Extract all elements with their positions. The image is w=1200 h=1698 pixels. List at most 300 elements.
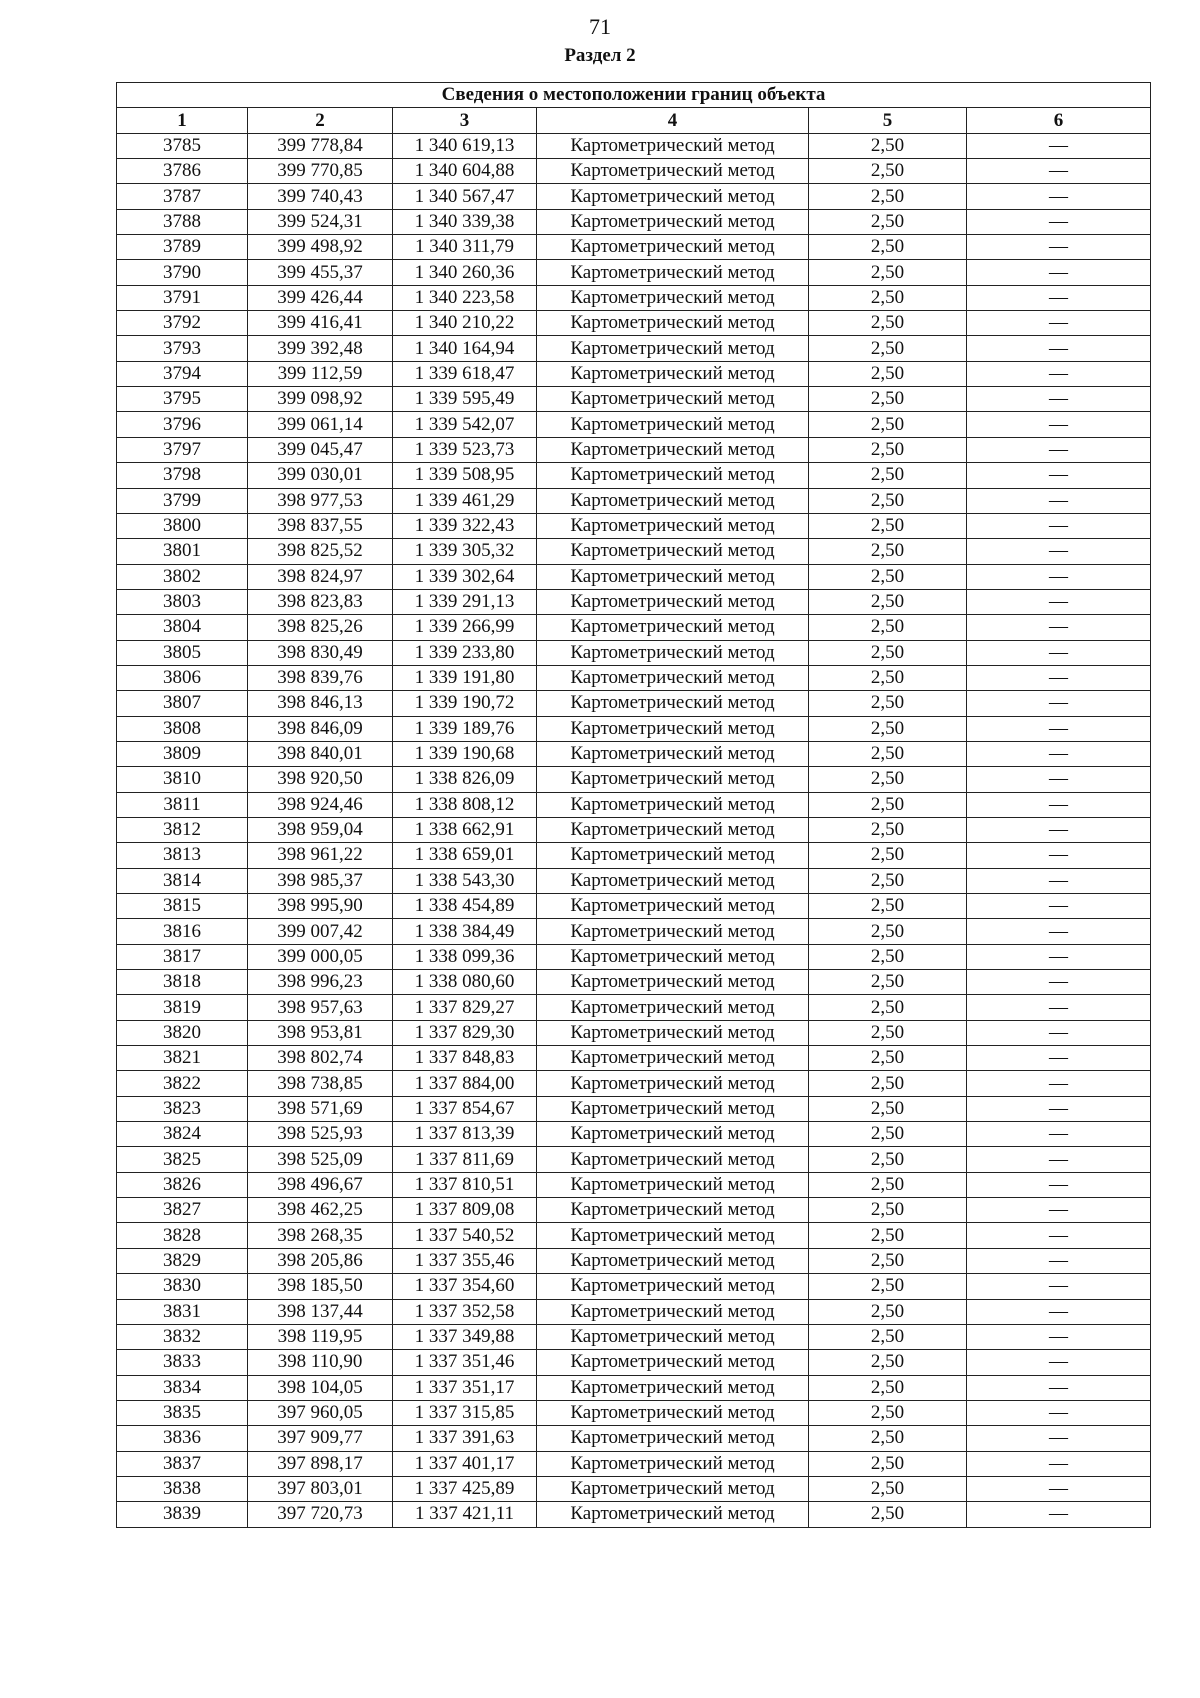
table-row <box>117 488 1151 513</box>
table-row <box>117 1096 1151 1121</box>
point-number-cell: 3834 <box>117 1375 248 1400</box>
remark-cell: — <box>967 437 1151 462</box>
table-row <box>117 995 1151 1020</box>
point-number-cell: 3801 <box>117 539 248 564</box>
method-cell: Картометрический метод <box>537 1426 809 1451</box>
method-cell: Картометрический метод <box>537 894 809 919</box>
method-cell: Картометрический метод <box>537 741 809 766</box>
table-row <box>117 1350 1151 1375</box>
remark-cell: — <box>967 159 1151 184</box>
x-coordinate-cell: 399 416,41 <box>248 311 393 336</box>
remark-cell: — <box>967 1426 1151 1451</box>
point-number-cell: 3831 <box>117 1299 248 1324</box>
column-header: 4 <box>537 108 809 133</box>
accuracy-cell: 2,50 <box>809 159 967 184</box>
x-coordinate-cell: 398 185,50 <box>248 1274 393 1299</box>
remark-cell: — <box>967 1502 1151 1527</box>
x-coordinate-cell: 398 571,69 <box>248 1096 393 1121</box>
y-coordinate-cell: 1 339 233,80 <box>393 640 537 665</box>
accuracy-cell: 2,50 <box>809 995 967 1020</box>
method-cell: Картометрический метод <box>537 539 809 564</box>
accuracy-cell: 2,50 <box>809 843 967 868</box>
accuracy-cell: 2,50 <box>809 235 967 260</box>
y-coordinate-cell: 1 339 190,72 <box>393 691 537 716</box>
remark-cell: — <box>967 1147 1151 1172</box>
y-coordinate-cell: 1 340 604,88 <box>393 159 537 184</box>
accuracy-cell: 2,50 <box>809 1248 967 1273</box>
y-coordinate-cell: 1 337 810,51 <box>393 1172 537 1197</box>
x-coordinate-cell: 397 803,01 <box>248 1476 393 1501</box>
x-coordinate-cell: 399 000,05 <box>248 944 393 969</box>
table-row <box>117 1299 1151 1324</box>
point-number-cell: 3827 <box>117 1198 248 1223</box>
accuracy-cell: 2,50 <box>809 1426 967 1451</box>
remark-cell: — <box>967 1122 1151 1147</box>
table-row <box>117 1198 1151 1223</box>
accuracy-cell: 2,50 <box>809 741 967 766</box>
accuracy-cell: 2,50 <box>809 691 967 716</box>
table-row <box>117 260 1151 285</box>
point-number-cell: 3796 <box>117 412 248 437</box>
y-coordinate-cell: 1 339 305,32 <box>393 539 537 564</box>
remark-cell: — <box>967 488 1151 513</box>
column-header: 1 <box>117 108 248 133</box>
method-cell: Картометрический метод <box>537 1223 809 1248</box>
method-cell: Картометрический метод <box>537 868 809 893</box>
table-row <box>117 1400 1151 1425</box>
accuracy-cell: 2,50 <box>809 513 967 538</box>
y-coordinate-cell: 1 339 542,07 <box>393 412 537 437</box>
table-row <box>117 235 1151 260</box>
remark-cell: — <box>967 513 1151 538</box>
method-cell: Картометрический метод <box>537 336 809 361</box>
y-coordinate-cell: 1 339 508,95 <box>393 463 537 488</box>
x-coordinate-cell: 399 007,42 <box>248 919 393 944</box>
column-header: 2 <box>248 108 393 133</box>
x-coordinate-cell: 398 839,76 <box>248 665 393 690</box>
method-cell: Картометрический метод <box>537 1172 809 1197</box>
method-cell: Картометрический метод <box>537 285 809 310</box>
remark-cell: — <box>967 184 1151 209</box>
table-row <box>117 615 1151 640</box>
remark-cell: — <box>967 741 1151 766</box>
remark-cell: — <box>967 665 1151 690</box>
point-number-cell: 3817 <box>117 944 248 969</box>
method-cell: Картометрический метод <box>537 1324 809 1349</box>
y-coordinate-cell: 1 338 454,89 <box>393 894 537 919</box>
remark-cell: — <box>967 995 1151 1020</box>
accuracy-cell: 2,50 <box>809 1223 967 1248</box>
remark-cell: — <box>967 1350 1151 1375</box>
accuracy-cell: 2,50 <box>809 1324 967 1349</box>
point-number-cell: 3825 <box>117 1147 248 1172</box>
remark-cell: — <box>967 1020 1151 1045</box>
point-number-cell: 3811 <box>117 792 248 817</box>
point-number-cell: 3824 <box>117 1122 248 1147</box>
method-cell: Картометрический метод <box>537 767 809 792</box>
table-row <box>117 539 1151 564</box>
table-row <box>117 1248 1151 1273</box>
point-number-cell: 3813 <box>117 843 248 868</box>
accuracy-cell: 2,50 <box>809 1502 967 1527</box>
y-coordinate-cell: 1 337 811,69 <box>393 1147 537 1172</box>
table-row <box>117 1502 1151 1527</box>
point-number-cell: 3793 <box>117 336 248 361</box>
x-coordinate-cell: 398 840,01 <box>248 741 393 766</box>
accuracy-cell: 2,50 <box>809 336 967 361</box>
method-cell: Картометрический метод <box>537 488 809 513</box>
point-number-cell: 3790 <box>117 260 248 285</box>
method-cell: Картометрический метод <box>537 1198 809 1223</box>
remark-cell: — <box>967 894 1151 919</box>
accuracy-cell: 2,50 <box>809 640 967 665</box>
method-cell: Картометрический метод <box>537 133 809 158</box>
x-coordinate-cell: 399 770,85 <box>248 159 393 184</box>
x-coordinate-cell: 399 498,92 <box>248 235 393 260</box>
method-cell: Картометрический метод <box>537 1299 809 1324</box>
x-coordinate-cell: 399 098,92 <box>248 387 393 412</box>
point-number-cell: 3837 <box>117 1451 248 1476</box>
method-cell: Картометрический метод <box>537 184 809 209</box>
point-number-cell: 3823 <box>117 1096 248 1121</box>
y-coordinate-cell: 1 337 848,83 <box>393 1046 537 1071</box>
x-coordinate-cell: 398 846,09 <box>248 716 393 741</box>
y-coordinate-cell: 1 340 311,79 <box>393 235 537 260</box>
table-row <box>117 944 1151 969</box>
remark-cell: — <box>967 716 1151 741</box>
remark-cell: — <box>967 1046 1151 1071</box>
y-coordinate-cell: 1 337 884,00 <box>393 1071 537 1096</box>
table-row <box>117 741 1151 766</box>
table-row <box>117 665 1151 690</box>
point-number-cell: 3805 <box>117 640 248 665</box>
accuracy-cell: 2,50 <box>809 1400 967 1425</box>
x-coordinate-cell: 398 825,52 <box>248 539 393 564</box>
point-number-cell: 3786 <box>117 159 248 184</box>
y-coordinate-cell: 1 339 302,64 <box>393 564 537 589</box>
method-cell: Картометрический метод <box>537 817 809 842</box>
x-coordinate-cell: 398 137,44 <box>248 1299 393 1324</box>
remark-cell: — <box>967 919 1151 944</box>
accuracy-cell: 2,50 <box>809 1046 967 1071</box>
accuracy-cell: 2,50 <box>809 463 967 488</box>
x-coordinate-cell: 398 823,83 <box>248 589 393 614</box>
table-row <box>117 640 1151 665</box>
y-coordinate-cell: 1 337 351,17 <box>393 1375 537 1400</box>
point-number-cell: 3789 <box>117 235 248 260</box>
method-cell: Картометрический метод <box>537 235 809 260</box>
remark-cell: — <box>967 615 1151 640</box>
method-cell: Картометрический метод <box>537 1375 809 1400</box>
x-coordinate-cell: 398 961,22 <box>248 843 393 868</box>
y-coordinate-cell: 1 337 354,60 <box>393 1274 537 1299</box>
remark-cell: — <box>967 1096 1151 1121</box>
y-coordinate-cell: 1 337 425,89 <box>393 1476 537 1501</box>
remark-cell: — <box>967 564 1151 589</box>
y-coordinate-cell: 1 340 223,58 <box>393 285 537 310</box>
accuracy-cell: 2,50 <box>809 1172 967 1197</box>
accuracy-cell: 2,50 <box>809 539 967 564</box>
x-coordinate-cell: 398 985,37 <box>248 868 393 893</box>
x-coordinate-cell: 398 496,67 <box>248 1172 393 1197</box>
x-coordinate-cell: 397 898,17 <box>248 1451 393 1476</box>
x-coordinate-cell: 398 268,35 <box>248 1223 393 1248</box>
method-cell: Картометрический метод <box>537 412 809 437</box>
table-row <box>117 1451 1151 1476</box>
x-coordinate-cell: 399 455,37 <box>248 260 393 285</box>
remark-cell: — <box>967 1274 1151 1299</box>
accuracy-cell: 2,50 <box>809 133 967 158</box>
remark-cell: — <box>967 387 1151 412</box>
accuracy-cell: 2,50 <box>809 970 967 995</box>
remark-cell: — <box>967 336 1151 361</box>
point-number-cell: 3815 <box>117 894 248 919</box>
point-number-cell: 3808 <box>117 716 248 741</box>
y-coordinate-cell: 1 339 291,13 <box>393 589 537 614</box>
point-number-cell: 3819 <box>117 995 248 1020</box>
table-row <box>117 463 1151 488</box>
accuracy-cell: 2,50 <box>809 665 967 690</box>
coordinates-table <box>116 82 1151 1528</box>
accuracy-cell: 2,50 <box>809 767 967 792</box>
x-coordinate-cell: 398 920,50 <box>248 767 393 792</box>
method-cell: Картометрический метод <box>537 513 809 538</box>
accuracy-cell: 2,50 <box>809 209 967 234</box>
point-number-cell: 3839 <box>117 1502 248 1527</box>
accuracy-cell: 2,50 <box>809 589 967 614</box>
y-coordinate-cell: 1 337 352,58 <box>393 1299 537 1324</box>
x-coordinate-cell: 398 525,09 <box>248 1147 393 1172</box>
point-number-cell: 3785 <box>117 133 248 158</box>
x-coordinate-cell: 398 824,97 <box>248 564 393 589</box>
y-coordinate-cell: 1 340 339,38 <box>393 209 537 234</box>
table-row <box>117 1147 1151 1172</box>
remark-cell: — <box>967 792 1151 817</box>
point-number-cell: 3794 <box>117 361 248 386</box>
x-coordinate-cell: 398 738,85 <box>248 1071 393 1096</box>
x-coordinate-cell: 398 846,13 <box>248 691 393 716</box>
y-coordinate-cell: 1 337 854,67 <box>393 1096 537 1121</box>
remark-cell: — <box>967 209 1151 234</box>
point-number-cell: 3838 <box>117 1476 248 1501</box>
method-cell: Картометрический метод <box>537 387 809 412</box>
x-coordinate-cell: 399 112,59 <box>248 361 393 386</box>
remark-cell: — <box>967 285 1151 310</box>
y-coordinate-cell: 1 338 659,01 <box>393 843 537 868</box>
point-number-cell: 3787 <box>117 184 248 209</box>
table-row <box>117 133 1151 158</box>
remark-cell: — <box>967 133 1151 158</box>
table-body <box>117 133 1151 1527</box>
table-row <box>117 919 1151 944</box>
accuracy-cell: 2,50 <box>809 1274 967 1299</box>
y-coordinate-cell: 1 340 260,36 <box>393 260 537 285</box>
x-coordinate-cell: 398 977,53 <box>248 488 393 513</box>
y-coordinate-cell: 1 337 351,46 <box>393 1350 537 1375</box>
y-coordinate-cell: 1 337 813,39 <box>393 1122 537 1147</box>
table-row <box>117 361 1151 386</box>
method-cell: Картометрический метод <box>537 589 809 614</box>
remark-cell: — <box>967 1375 1151 1400</box>
table-row <box>117 1020 1151 1045</box>
table-row <box>117 209 1151 234</box>
point-number-cell: 3807 <box>117 691 248 716</box>
accuracy-cell: 2,50 <box>809 260 967 285</box>
remark-cell: — <box>967 944 1151 969</box>
point-number-cell: 3826 <box>117 1172 248 1197</box>
remark-cell: — <box>967 463 1151 488</box>
accuracy-cell: 2,50 <box>809 894 967 919</box>
point-number-cell: 3816 <box>117 919 248 944</box>
table-row <box>117 412 1151 437</box>
x-coordinate-cell: 398 205,86 <box>248 1248 393 1273</box>
y-coordinate-cell: 1 338 080,60 <box>393 970 537 995</box>
column-header: 3 <box>393 108 537 133</box>
accuracy-cell: 2,50 <box>809 488 967 513</box>
remark-cell: — <box>967 235 1151 260</box>
remark-cell: — <box>967 311 1151 336</box>
x-coordinate-cell: 397 909,77 <box>248 1426 393 1451</box>
point-number-cell: 3806 <box>117 665 248 690</box>
y-coordinate-cell: 1 337 809,08 <box>393 1198 537 1223</box>
y-coordinate-cell: 1 339 461,29 <box>393 488 537 513</box>
point-number-cell: 3795 <box>117 387 248 412</box>
x-coordinate-cell: 398 924,46 <box>248 792 393 817</box>
x-coordinate-cell: 399 045,47 <box>248 437 393 462</box>
accuracy-cell: 2,50 <box>809 1096 967 1121</box>
point-number-cell: 3818 <box>117 970 248 995</box>
table-row <box>117 285 1151 310</box>
y-coordinate-cell: 1 339 322,43 <box>393 513 537 538</box>
x-coordinate-cell: 398 825,26 <box>248 615 393 640</box>
y-coordinate-cell: 1 337 421,11 <box>393 1502 537 1527</box>
table-row <box>117 387 1151 412</box>
remark-cell: — <box>967 589 1151 614</box>
x-coordinate-cell: 399 524,31 <box>248 209 393 234</box>
x-coordinate-cell: 399 392,48 <box>248 336 393 361</box>
point-number-cell: 3836 <box>117 1426 248 1451</box>
remark-cell: — <box>967 640 1151 665</box>
x-coordinate-cell: 397 720,73 <box>248 1502 393 1527</box>
accuracy-cell: 2,50 <box>809 1147 967 1172</box>
accuracy-cell: 2,50 <box>809 615 967 640</box>
accuracy-cell: 2,50 <box>809 1071 967 1096</box>
point-number-cell: 3800 <box>117 513 248 538</box>
x-coordinate-cell: 399 061,14 <box>248 412 393 437</box>
table-caption: Сведения о местоположении границ объекта <box>117 83 1151 108</box>
accuracy-cell: 2,50 <box>809 285 967 310</box>
table-row <box>117 792 1151 817</box>
method-cell: Картометрический метод <box>537 843 809 868</box>
accuracy-cell: 2,50 <box>809 1451 967 1476</box>
table-row <box>117 817 1151 842</box>
x-coordinate-cell: 398 959,04 <box>248 817 393 842</box>
x-coordinate-cell: 398 462,25 <box>248 1198 393 1223</box>
table-row <box>117 184 1151 209</box>
table-row <box>117 716 1151 741</box>
table-row <box>117 1172 1151 1197</box>
point-number-cell: 3833 <box>117 1350 248 1375</box>
x-coordinate-cell: 398 837,55 <box>248 513 393 538</box>
y-coordinate-cell: 1 339 191,80 <box>393 665 537 690</box>
x-coordinate-cell: 398 830,49 <box>248 640 393 665</box>
accuracy-cell: 2,50 <box>809 1375 967 1400</box>
method-cell: Картометрический метод <box>537 970 809 995</box>
table-row <box>117 1046 1151 1071</box>
x-coordinate-cell: 398 104,05 <box>248 1375 393 1400</box>
accuracy-cell: 2,50 <box>809 412 967 437</box>
point-number-cell: 3804 <box>117 615 248 640</box>
table-row <box>117 843 1151 868</box>
y-coordinate-cell: 1 337 355,46 <box>393 1248 537 1273</box>
remark-cell: — <box>967 1223 1151 1248</box>
table-row <box>117 1071 1151 1096</box>
remark-cell: — <box>967 1172 1151 1197</box>
x-coordinate-cell: 398 119,95 <box>248 1324 393 1349</box>
remark-cell: — <box>967 1071 1151 1096</box>
point-number-cell: 3803 <box>117 589 248 614</box>
accuracy-cell: 2,50 <box>809 184 967 209</box>
method-cell: Картометрический метод <box>537 361 809 386</box>
y-coordinate-cell: 1 338 662,91 <box>393 817 537 842</box>
method-cell: Картометрический метод <box>537 1476 809 1501</box>
table-row <box>117 868 1151 893</box>
x-coordinate-cell: 398 996,23 <box>248 970 393 995</box>
method-cell: Картометрический метод <box>537 1147 809 1172</box>
method-cell: Картометрический метод <box>537 1122 809 1147</box>
remark-cell: — <box>967 970 1151 995</box>
x-coordinate-cell: 399 426,44 <box>248 285 393 310</box>
method-cell: Картометрический метод <box>537 437 809 462</box>
remark-cell: — <box>967 1324 1151 1349</box>
method-cell: Картометрический метод <box>537 716 809 741</box>
accuracy-cell: 2,50 <box>809 437 967 462</box>
y-coordinate-cell: 1 338 808,12 <box>393 792 537 817</box>
y-coordinate-cell: 1 337 829,30 <box>393 1020 537 1045</box>
method-cell: Картометрический метод <box>537 1350 809 1375</box>
point-number-cell: 3832 <box>117 1324 248 1349</box>
point-number-cell: 3788 <box>117 209 248 234</box>
table-row <box>117 513 1151 538</box>
y-coordinate-cell: 1 337 540,52 <box>393 1223 537 1248</box>
point-number-cell: 3791 <box>117 285 248 310</box>
method-cell: Картометрический метод <box>537 691 809 716</box>
point-number-cell: 3820 <box>117 1020 248 1045</box>
y-coordinate-cell: 1 337 315,85 <box>393 1400 537 1425</box>
method-cell: Картометрический метод <box>537 919 809 944</box>
accuracy-cell: 2,50 <box>809 1198 967 1223</box>
section-title: Раздел 2 <box>564 45 636 66</box>
remark-cell: — <box>967 1400 1151 1425</box>
accuracy-cell: 2,50 <box>809 564 967 589</box>
method-cell: Картометрический метод <box>537 209 809 234</box>
y-coordinate-cell: 1 338 099,36 <box>393 944 537 969</box>
remark-cell: — <box>967 1451 1151 1476</box>
method-cell: Картометрический метод <box>537 1046 809 1071</box>
table-row <box>117 437 1151 462</box>
accuracy-cell: 2,50 <box>809 311 967 336</box>
accuracy-cell: 2,50 <box>809 1020 967 1045</box>
accuracy-cell: 2,50 <box>809 716 967 741</box>
x-coordinate-cell: 399 778,84 <box>248 133 393 158</box>
method-cell: Картометрический метод <box>537 640 809 665</box>
method-cell: Картометрический метод <box>537 995 809 1020</box>
accuracy-cell: 2,50 <box>809 868 967 893</box>
y-coordinate-cell: 1 339 189,76 <box>393 716 537 741</box>
point-number-cell: 3809 <box>117 741 248 766</box>
remark-cell: — <box>967 817 1151 842</box>
x-coordinate-cell: 398 802,74 <box>248 1046 393 1071</box>
